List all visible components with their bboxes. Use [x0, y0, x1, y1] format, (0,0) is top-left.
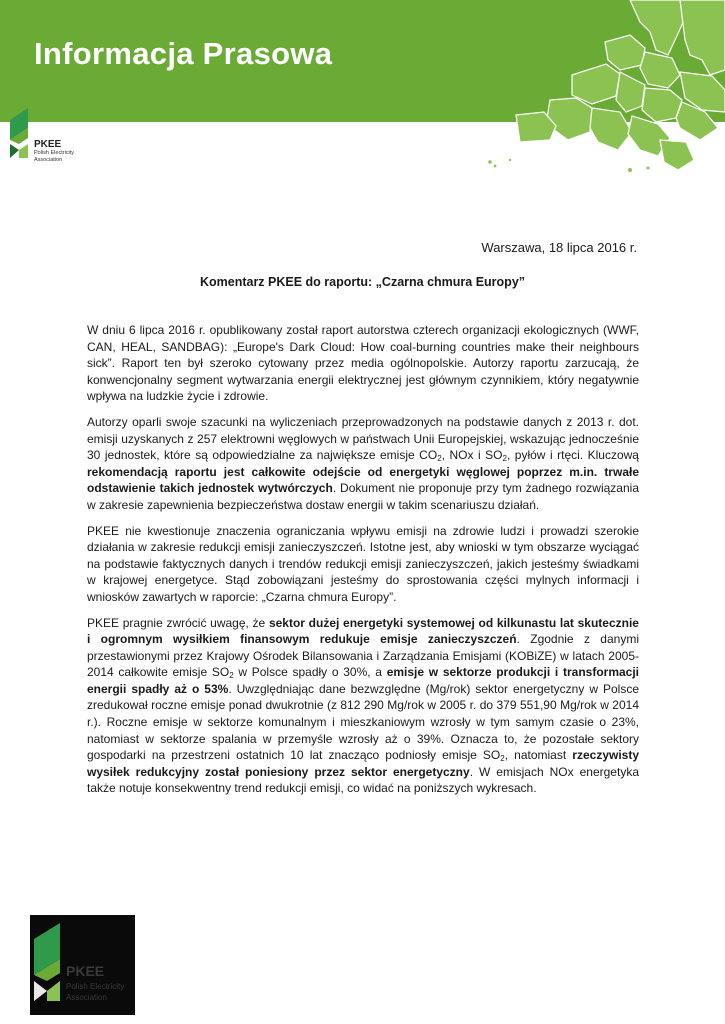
page-title: Informacja Prasowa — [34, 36, 333, 71]
p4-bold-3: rzeczywisty wysiłek redukcyjny został poniesiony przez sektor energetyczny — [87, 748, 639, 779]
paragraph-4 — [87, 615, 639, 798]
p4-sub-2: 2 — [500, 754, 505, 764]
footer-logo-sub — [66, 981, 124, 1003]
europe-map-icon — [480, 0, 725, 175]
p4-text-g: . W emisjach NOx energetyka także notuje konsekwentny trend redukcji emisji, co widać na poniższych wykresach. — [87, 764, 639, 796]
paragraph-2 — [87, 414, 639, 514]
paragraph-3: PKEE nie kwestionuje znaczenia ograniczania wpływu emisji na zdrowie ludzi i prowadzi szerokie działania w zakresie redukcji emisji zanieczyszczeń. Istotne jest, aby wnioski w tym obszarze wyciągać na podstawie faktycznych danych i trendów redukcji emisji zanieczyszczeń, jakich jesteśmy świadkami w krajowej energetyce. Stąd zobowiązani jesteśmy do sprostowania części mylnych informacji i wniosków zawartych w raporcie: „Czarna chmura Europy”. — [87, 523, 639, 604]
pkee-logo-text — [34, 139, 74, 164]
logo-sub-1: Polish Electricity — [34, 150, 75, 156]
p2-text-c: , pyłów i rtęci. Kluczową — [506, 448, 639, 463]
p4-text-f: , natomiast — [504, 748, 573, 763]
logo-sub-2: Association — [34, 157, 63, 163]
p4-text-a: PKEE pragnie zwrócić uwagę, że — [87, 615, 269, 630]
pkee-logo-mark-icon — [10, 108, 28, 158]
footer-logo-name: PKEE — [66, 963, 105, 979]
p4-text-d: w Polsce spadły o 30%, a — [233, 665, 387, 680]
pkee-logo — [10, 108, 90, 168]
p2-bold: rekomendacją raportu jest całkowite odejście od energetyki węglowej poprzez m.in. trwałe odstawienie takich jednostek wytwórczych — [87, 464, 639, 496]
p4-sub-1: 2 — [229, 671, 234, 681]
p2-sub-so2: 2 — [502, 454, 507, 464]
p2-text-a: Autorzy oparli swoje szacunki na wyliczeniach przeprowadzonych na podstawie danych z 2013 r. dot. emisji uzyskanych z 257 elektrowni węglowych w państwach Unii Europejskiej, wskazując jednocześnie 30 jednostek, które są odpowiedzialne za największe emisje CO — [87, 414, 639, 463]
p2-text-b: , NOx i SO — [441, 448, 503, 463]
footer-logo-mark-icon — [34, 919, 60, 1011]
p4-bold-1: sektor dużej energetyki systemowej od kilkunastu lat skutecznie i ogromnym wysiłkiem finansowym redukuje emisje zanieczyszczeń — [87, 615, 639, 647]
p4-bold-2: emisje w sektorze produkcji i transformacji energii spadły aż o 53% — [87, 665, 639, 696]
footer-logo — [30, 915, 135, 1015]
p4-text-e: . Uwzględniając dane bezwzględne (Mg/rok) sektor energetyczny w Polsce zredukował roczne emisje ponad dwukrotnie (z 812 290 Mg/rok w 2005 r. do 379 551,90 Mg/rok w 2014 r.). Roczne emisje w sektorze komunalnym i mieszkaniowym wzrosły w tym samym czasie o 23%, natomiast w sektorze spalania w przemyśle wzrosły aż o 39%. Oznacza to, że pozostałe sektory gospodarki na przestrzeni ostatnich 10 lat znacząco podniosły emisje SO — [87, 681, 640, 763]
press-heading: Komentarz PKEE do raportu: „Czarna chmura Europy” — [199, 275, 526, 289]
footer-logo-sub-1: Polish Electricity — [66, 982, 125, 991]
logo-name: PKEE — [34, 139, 62, 150]
p2-sub-co2: 2 — [437, 454, 442, 464]
press-body — [87, 322, 639, 806]
footer-logo-sub-2: Association — [66, 993, 107, 1002]
paragraph-1: W dniu 6 lipca 2016 r. opublikowany został raport autorstwa czterech organizacji ekologicznych (WWF, CAN, HEAL, SANDBAG): „Europe's Dark Cloud: How coal-burning countries make their neighbours sick”. Raport ten był szeroko cytowany przez media ogólnopolskie. Autorzy raportu zarzucają, że konwencjonalny segment wytwarzania energii elektrycznej jest głównym czynnikiem, który negatywnie wpływa na ludzkie życie i zdrowie. — [87, 323, 639, 404]
p4-text-c: . Zgodnie z danymi przestawionymi przez Krajowy Ośrodek Bilansowania i Zarządzania Emisjami (KOBiZE) w latach 2005-2014 całkowite emisje SO — [87, 632, 639, 680]
p2-text-d: . Dokument nie proponuje przy tym żadnego rozwiązania w zakresie zapewnienia bezpieczeństwa dostaw energii w takim scenariuszu działań. — [87, 481, 639, 512]
press-date: Warszawa, 18 lipca 2016 r. — [481, 240, 637, 255]
